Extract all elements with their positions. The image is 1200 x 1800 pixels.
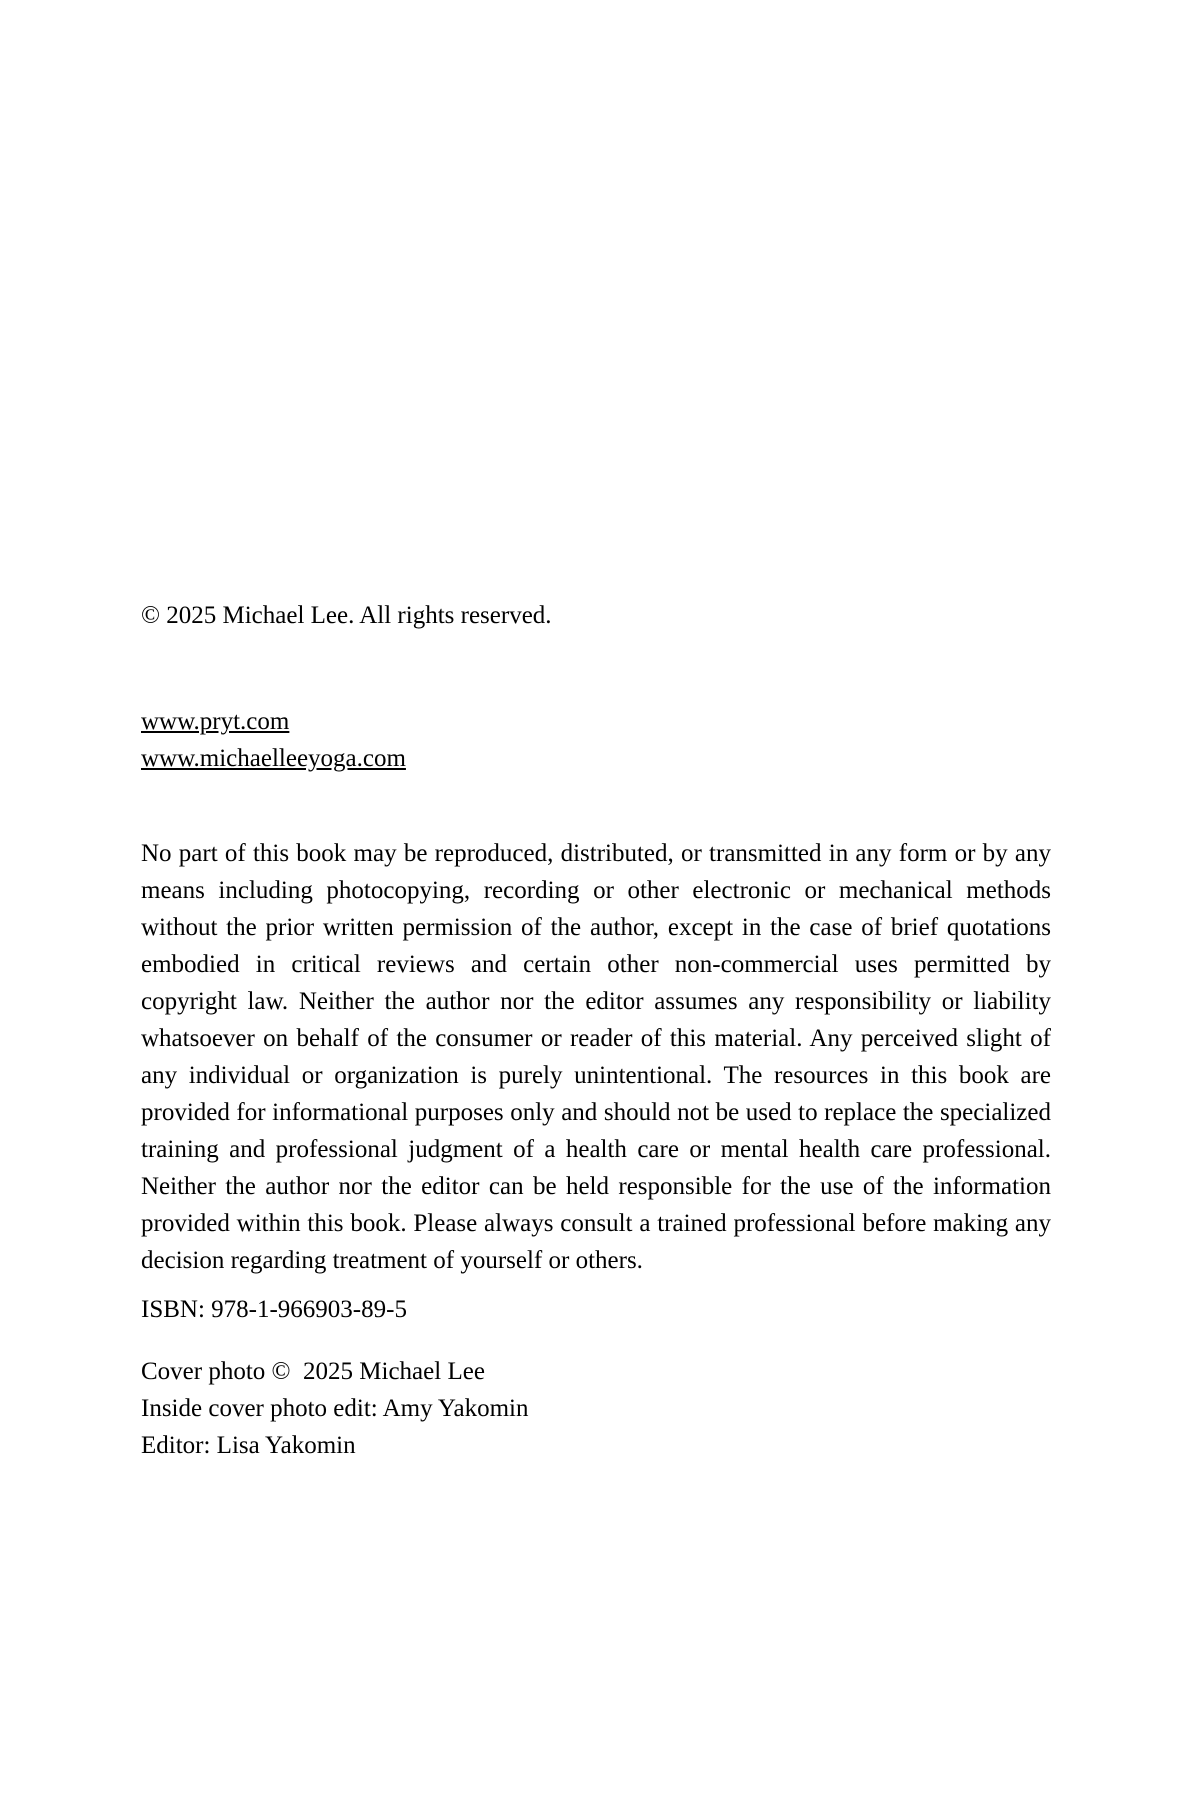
link-pryt[interactable]: www.pryt.com bbox=[141, 708, 290, 735]
link-michaelleeyoga[interactable]: www.michaelleeyoga.com bbox=[141, 745, 406, 772]
page-content bbox=[141, 0, 1051, 1464]
isbn-line: ISBN: 978-1-966903-89-5 bbox=[141, 1296, 407, 1323]
legal-disclaimer: No part of this book may be reproduced, distributed, or transmitted in any form or by any means including photocopying, recording or other electronic or mechanical methods without the prior written permission of the author, except in the case of brief quotations embodied in critical reviews and certain other non-commercial uses permitted by copyright law. Neither the author nor the editor assumes any responsibility or liability whatsoever on behalf of the consumer or reader of this material. Any perceived slight of any individual or organization is purely unintentional. The resources in this book are provided for informational purposes only and should not be used to replace the specialized training and professional judgment of a health care or mental health care professional. Neither the author nor the editor can be held responsible for the use of the information provided within this book. Please always consult a trained professional before making any decision regarding treatment of yourself or others. bbox=[141, 840, 1051, 1274]
website-links bbox=[141, 703, 1051, 777]
copyright-notice: © 2025 Michael Lee. All rights reserved. bbox=[141, 602, 552, 629]
credits bbox=[141, 1353, 1051, 1464]
editor-credit: Editor: Lisa Yakomin bbox=[141, 1432, 356, 1459]
inside-cover-photo-credit: Inside cover photo edit: Amy Yakomin bbox=[141, 1395, 529, 1422]
cover-photo-credit: Cover photo © 2025 Michael Lee bbox=[141, 1358, 485, 1385]
